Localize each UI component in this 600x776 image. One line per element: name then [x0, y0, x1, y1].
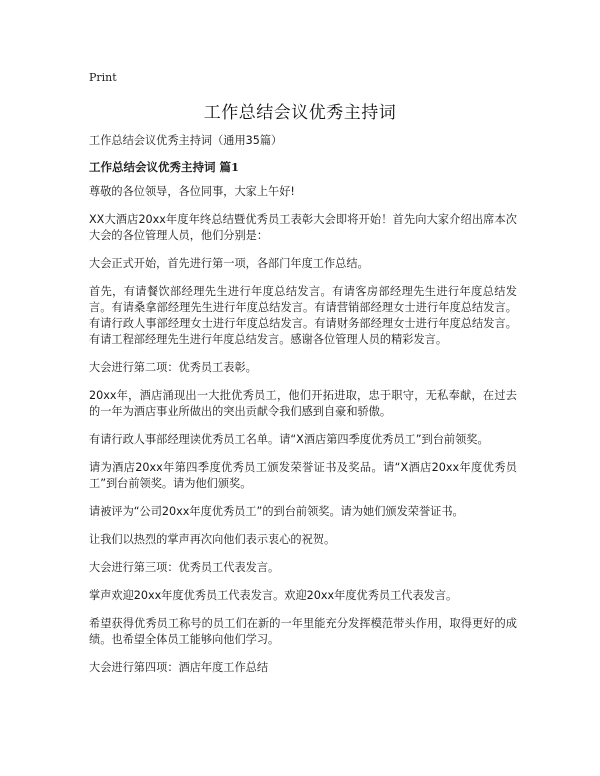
paragraph-summaries: 首先，有请餐饮部经理先生进行年度总结发言。有请客房部经理先生进行年度总结发言。有请桑拿部经理先生进行年度总结发言。有请营销部经理女士进行年度总结发言。有请行政人事部经理女士进行年度总结发言。有请财务部经理女士进行年度总结发言。有请工程部经理先生进行年度总结发言。感谢各位管理人员的精彩发言。 — [89, 285, 517, 346]
paragraph-item-2: 大会进行第二项：优秀员工表彰。 — [89, 361, 257, 374]
document-subtitle: 工作总结会议优秀主持词（通用35篇） — [89, 134, 283, 147]
paragraph-item-4: 大会进行第四项：酒店年度工作总结 — [89, 661, 269, 674]
paragraph-awards-company: 请被评为“公司20xx年度优秀员工”的到台前领奖。请为她们颁发荣誉证书。 — [89, 505, 464, 518]
paragraph-awards-quarter: 请为酒店20xx年第四季度优秀员工颁发荣誉证书及奖品。请“X酒店20xx年度优秀员工”到台前领奖。请为他们颁奖。 — [89, 461, 517, 490]
document-body — [89, 133, 517, 688]
page-title: 工作总结会议优秀主持词 — [203, 103, 397, 123]
paragraph-item-3: 大会进行第三项：优秀员工代表发言。 — [89, 561, 280, 574]
paragraph-name-list: 有请行政人事部经理读优秀员工名单。请“X酒店第四季度优秀员工”到台前领奖。 — [89, 433, 489, 446]
section-heading: 工作总结会议优秀主持词 篇1 — [89, 160, 240, 174]
paragraph-greeting: 尊敬的各位领导，各位同事，大家上午好! — [89, 185, 295, 198]
paragraph-achievements: 20xx年，酒店涌现出一大批优秀员工，他们开拓进取，忠于职守，无私奉献，在过去的一年为酒店事业所做出的突出贡献令我们感到自豪和骄傲。 — [89, 389, 517, 418]
paragraph-hope: 希望获得优秀员工称号的员工们在新的一年里能充分发挥模范带头作用，取得更好的成绩。也希望全体员工能够向他们学习。 — [89, 617, 517, 646]
paragraph-intro: XX大酒店20xx年度年终总结暨优秀员工表彰大会即将开始！首先向大家介绍出席本次大会的各位管理人员，他们分别是： — [89, 213, 517, 242]
paragraph-item-1: 大会正式开始，首先进行第一项，各部门年度工作总结。 — [89, 257, 369, 270]
paragraph-representative: 掌声欢迎20xx年度优秀员工代表发言。欢迎20xx年度优秀员工代表发言。 — [89, 589, 458, 602]
paragraph-applause: 让我们以热烈的掌声再次向他们表示衷心的祝贺。 — [89, 533, 336, 546]
print-link[interactable]: Print — [89, 71, 117, 84]
